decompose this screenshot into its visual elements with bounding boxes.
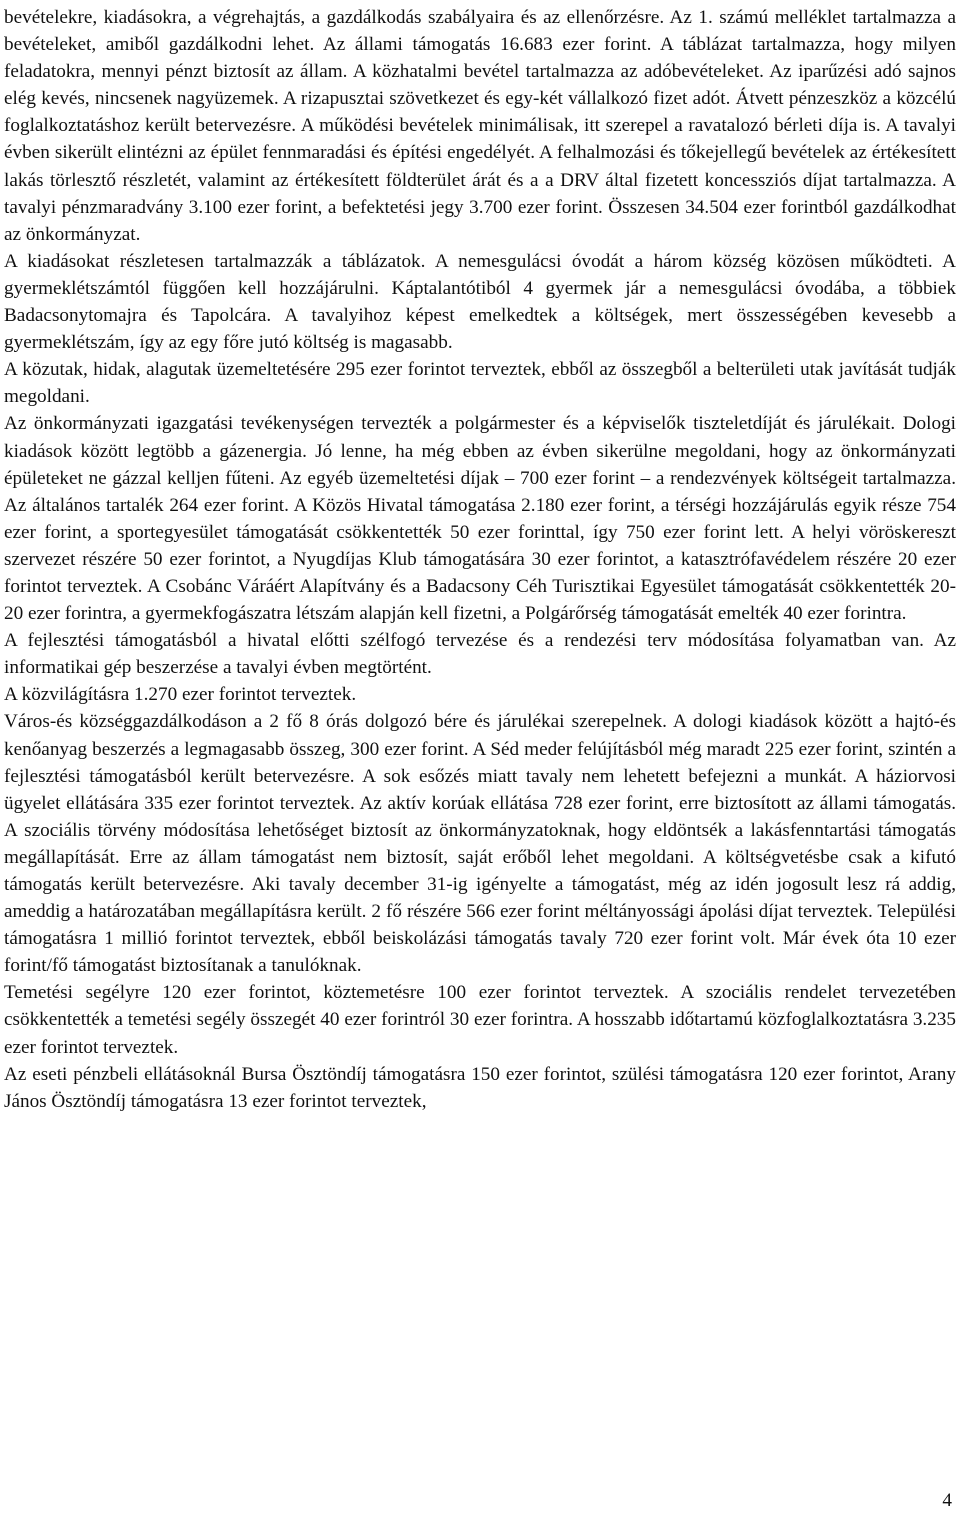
paragraph-funeral-aid: Temetési segélyre 120 ezer forintot, köztemetésre 100 ezer forintot terveztek. A szociális rendelet tervezetében csökkentették a temetési segély összegét 40 ezer forintról 30 ezer forintra. A hosszabb időtartamú közfoglalkoztatásra 3.235 ezer forintot terveztek. <box>4 982 956 1058</box>
paragraph-expenditures-kindergarten: A kiadásokat részletesen tartalmazzák a táblázatok. A nemesgulácsi óvodát a három község közösen működteti. A gyermeklétszámtól függően kell hozzájárulni. Káptalantótiból 4 gyermek jár a nemesgulácsi óvodába, a többiek Badacsonytomajra és Tapolcára. A tavalyihoz képest emelkedtek a költségek, mert összességében kevesebb a gyermeklétszám, így az egy főre jutó költség is magasabb. <box>4 250 956 354</box>
paragraph-scholarships: Az eseti pénzbeli ellátásoknál Bursa Ösztöndíj támogatásra 150 ezer forintot, szülési támogatásra 120 ezer forintot, Arany János Ösztöndíj támogatásra 13 ezer forintot terveztek, <box>4 1063 956 1112</box>
paragraph-roads: A közutak, hidak, alagutak üzemeltetésére 295 ezer forintot terveztek, ebből az összegből a belterületi utak javítását tudják megoldani. <box>4 359 956 408</box>
paragraph-public-lighting: A közvilágításra 1.270 ezer forintot terveztek. <box>4 684 357 706</box>
document-page <box>4 4 956 1115</box>
paragraph-revenues: bevételekre, kiadásokra, a végrehajtás, a gazdálkodás szabályaira és az ellenőrzésre. Az 1. számú melléklet tartalmazza a bevételeket, amiből gazdálkodni lehet. Az állami támogatás 16.683 ezer forint. A táblázat tartalmazza, hogy milyen feladatokra, mennyi pénzt biztosít az állam. A közhatalmi bevétel tartalmazza az adóbevételeket. Az iparűzési adó sajnos elég kevés, nincsenek nagyüzemek. A rizapusztai szövetkezet és egy-két vállalkozó fizet adót. Átvett pénzeszköz a közcélú foglalkoztatáshoz került betervezésre. A működési bevételek minimálisak, itt szerepel a ravatalozó bérleti díja is. A tavalyi évben sikerült elintézni az épület fennmaradási és építési engedélyét. A felhalmozási és tőkejellegű bevételek az értékesített lakás törlesztő részletét, valamint az értékesített földterület árát és a a DRV által fizetett koncessziós díjat tartalmazza. A tavalyi pénzmaradvány 3.100 ezer forint, a befektetési jegy 3.700 ezer forint. Összesen 34.504 ezer forintból gazdálkodhat az önkormányzat. <box>4 7 956 245</box>
paragraph-municipal-management: Város-és községgazdálkodáson a 2 fő 8 órás dolgozó bére és járulékai szerepelnek. A dologi kiadások között a hajtó-és kenőanyag beszerzés a legmagasabb összeg, 300 ezer forint. A Séd meder felújításból még maradt 225 ezer forint, szintén a fejlesztési támogatásból került betervezésre. A sok esőzés miatt tavaly nem lehetett befejezni a munkát. A háziorvosi ügyelet ellátására 335 ezer forintot terveztek. Az aktív korúak ellátása 728 ezer forint, erre biztosított az állami támogatás. A szociális törvény módosítása lehetőséget biztosít az önkormányzatoknak, hogy eldöntsék a lakásfenntartási támogatás megállapítását. Erre az állam támogatást nem biztosít, saját erőből lehet megoldani. A költségvetésbe csak a kifutó támogatás került betervezésre. Aki tavaly december 31-ig igényelte a támogatást, még az idén jogosult lesz rá addig, ameddig a határozatában megállapításra került. 2 fő részére 566 ezer forint méltányossági ápolási díjat terveztek. Települési támogatásra 1 millió forintot terveztek, ebből beiskolázási támogatás tavaly 720 ezer forint volt. Már évek óta 10 ezer forint/fő támogatást biztosítanak a tanulóknak. <box>4 711 956 977</box>
paragraph-development: A fejlesztési támogatásból a hivatal előtti szélfogó tervezése és a rendezési terv módosítása folyamatban van. Az informatikai gép beszerzése a tavalyi évben megtörtént. <box>4 630 956 679</box>
paragraph-administration: Az önkormányzati igazgatási tevékenységen tervezték a polgármester és a képviselők tiszteletdíját és járulékait. Dologi kiadások között legtöbb a gázenergia. Jó lenne, ha még ebben az évben sikerülne megoldani, hogy az önkormányzati épületeket ne gázzal kelljen fűteni. Az egyéb üzemeltetési díjak – 700 ezer forint – a rendezvények költségeit tartalmazza. Az általános tartalék 264 ezer forint. A Közös Hivatal támogatása 2.180 ezer forint, a térségi hozzájárulás egyik része 754 ezer forint, a sportegyesület támogatását csökkentették 50 ezer forinttal, így 750 ezer forint lett. A helyi vöröskereszt szervezet részére 50 ezer forintot, a Nyugdíjas Klub támogatására 30 ezer forintot, a katasztrófavédelem részére 20 ezer forintot terveztek. A Csobánc Váráért Alapítvány és a Badacsony Céh Turisztikai Egyesület támogatását csökkentették 20-20 ezer forintra, a gyermekfogászatra létszám alapján kell fizetni, a Polgárőrség támogatását emelték 40 ezer forintra. <box>4 413 956 625</box>
page-number: 4 <box>942 1490 952 1511</box>
